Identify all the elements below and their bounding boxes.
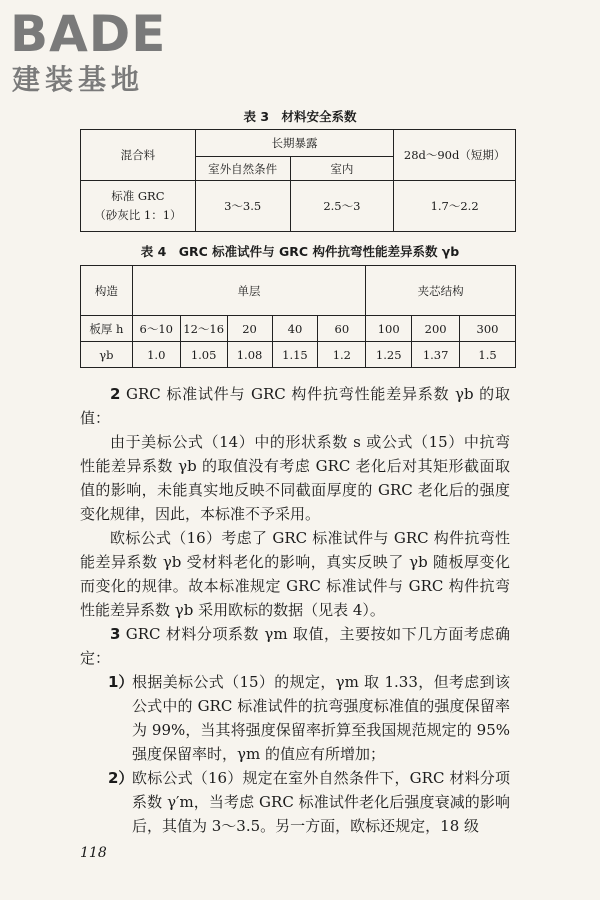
thickness-cell: 12～16 (180, 316, 227, 342)
header-indoor: 室内 (290, 157, 394, 181)
header-mixture: 混合料 (81, 130, 196, 181)
header-sandwich: 夹芯结构 (366, 266, 516, 316)
header-single-layer: 单层 (132, 266, 365, 316)
header-outdoor: 室外自然条件 (195, 157, 290, 181)
section-2-heading (80, 382, 510, 430)
gamma-cell: 1.37 (412, 342, 460, 368)
section-number: 3 (110, 625, 121, 643)
thickness-cell: 60 (318, 316, 366, 342)
row-label-gamma-b: γb (81, 342, 133, 368)
row-label-ratio: （砂灰比 1：1） (94, 208, 182, 222)
table4-caption: 表 4 GRC 标准试件与 GRC 构件抗弯性能差异系数 γb (140, 244, 460, 259)
bade-logo (10, 6, 180, 98)
list-item-number: 1） (108, 673, 134, 691)
list-item-number: 2） (108, 769, 134, 787)
value-indoor: 2.5～3 (290, 181, 394, 232)
gamma-b-table (80, 265, 516, 368)
thickness-cell: 200 (412, 316, 460, 342)
gamma-cell: 1.0 (132, 342, 180, 368)
thickness-cell: 300 (460, 316, 516, 342)
list-item-1 (80, 670, 510, 766)
gamma-cell: 1.2 (318, 342, 366, 368)
material-safety-factor-table (80, 129, 516, 232)
header-structure: 构造 (81, 266, 133, 316)
header-short-term: 28d～90d（短期） (394, 130, 516, 181)
gamma-cell: 1.15 (272, 342, 318, 368)
logo-wordmark: BADE (10, 5, 167, 63)
header-long-term: 长期暴露 (195, 130, 394, 157)
thickness-cell: 20 (227, 316, 272, 342)
row-label-thickness: 板厚 h (81, 316, 133, 342)
row-label-name: 标准 GRC (111, 189, 165, 203)
thickness-cell: 100 (366, 316, 412, 342)
value-outdoor: 3～3.5 (195, 181, 290, 232)
section-number: 2 (110, 385, 121, 403)
section-text: GRC 材料分项系数 γm 取值，主要按如下几方面考虑确定： (80, 625, 511, 667)
gamma-cell: 1.5 (460, 342, 516, 368)
value-short-term: 1.7～2.2 (394, 181, 516, 232)
gamma-cell: 1.08 (227, 342, 272, 368)
list-item-text: 欧标公式（16）规定在室外自然条件下，GRC 材料分项系数 γ′m，当考虑 GRC 标准试件老化后强度衰减的影响后，其值为 3～3.5。另一方面，欧标还规定，18 级 (132, 769, 510, 835)
gamma-cell: 1.25 (366, 342, 412, 368)
thickness-cell: 40 (272, 316, 318, 342)
list-item-2 (80, 766, 510, 838)
logo-chinese-text: 建装基地 (12, 63, 145, 96)
table3-caption: 表 3 材料安全系数 (243, 109, 357, 124)
paragraph-eu-standard: 欧标公式（16）考虑了 GRC 标准试件与 GRC 构件抗弯性能差异系数 γb 受材料老化的影响，真实反映了 γb 随板厚变化而变化的规律。故本标准规定 GRC 标准试件与 GRC 构件抗弯性能差异系数 γb 采用欧标的数据（见表 4）。 (80, 529, 510, 619)
thickness-cell: 6～10 (132, 316, 180, 342)
section-text: GRC 标准试件与 GRC 构件抗弯性能差异系数 γb 的取值： (80, 385, 510, 427)
section-3-heading (80, 622, 510, 670)
list-item-text: 根据美标公式（15）的规定，γm 取 1.33，但考虑到该公式中的 GRC 标准试件的抗弯强度标准值的强度保留率为 99%，当其将强度保留率折算至我国规范规定的 95%强度保留率时，γm 的值应有所增加； (132, 673, 510, 763)
paragraph-us-standard: 由于美标公式（14）中的形状系数 s 或公式（15）中抗弯性能差异系数 γb 的取值没有考虑 GRC 老化后对其矩形截面取值的影响，未能真实地反映不同截面厚度的 GRC 老化后的强度变化规律，因此，本标准不予采用。 (80, 433, 510, 523)
page-number: 118 (80, 845, 107, 861)
gamma-cell: 1.05 (180, 342, 227, 368)
row-label-standard-grc (81, 181, 196, 232)
